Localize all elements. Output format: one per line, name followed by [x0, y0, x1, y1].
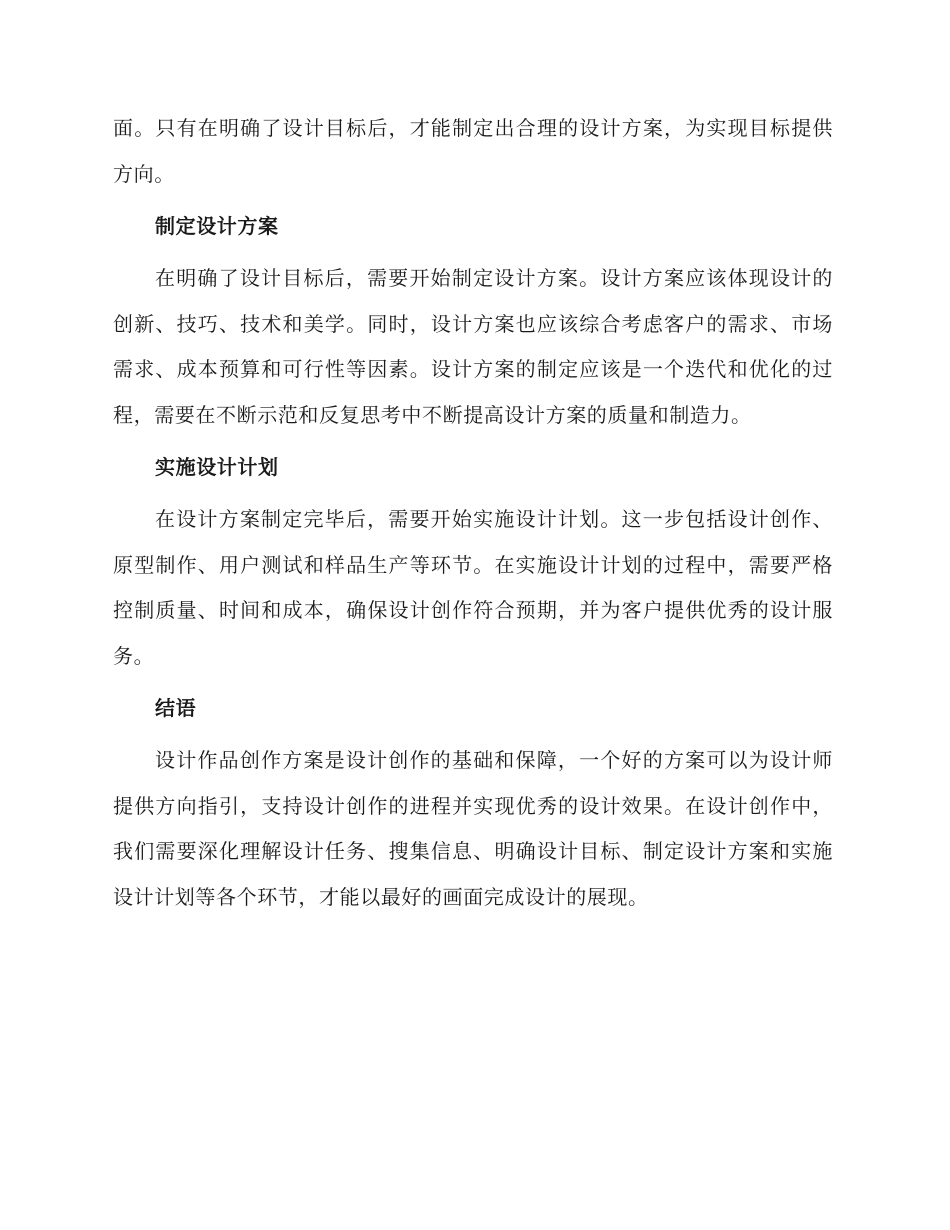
section-body-implement-plan: 在设计方案制定完毕后，需要开始实施设计计划。这一步包括设计创作、原型制作、用户测试和样品生产等环节。在实施设计计划的过程中，需要严格控制质量、时间和成本，确保设计创作符合预期，并为客户提供优秀的设计服务。 [113, 507, 833, 668]
continuation-paragraph: 面。只有在明确了设计目标后，才能制定出合理的设计方案，为实现目标提供方向。 [113, 116, 833, 186]
section-heading-conclusion: 结语 [155, 696, 197, 720]
section-body-create-plan: 在明确了设计目标后，需要开始制定设计方案。设计方案应该体现设计的创新、技巧、技术和美学。同时，设计方案也应该综合考虑客户的需求、市场需求、成本预算和可行性等因素。设计方案的制定应该是一个迭代和优化的过程，需要在不断示范和反复思考中不断提高设计方案的质量和制造力。 [113, 266, 833, 427]
section-heading-implement-plan: 实施设计计划 [155, 455, 279, 479]
section-heading-create-plan: 制定设计方案 [155, 214, 279, 238]
section-body-conclusion: 设计作品创作方案是设计创作的基础和保障，一个好的方案可以为设计师提供方向指引，支持设计创作的进程并实现优秀的设计效果。在设计创作中，我们需要深化理解设计任务、搜集信息、明确设计目标、制定设计方案和实施设计计划等各个环节，才能以最好的画面完成设计的展现。 [113, 748, 833, 909]
document-page [113, 106, 833, 920]
